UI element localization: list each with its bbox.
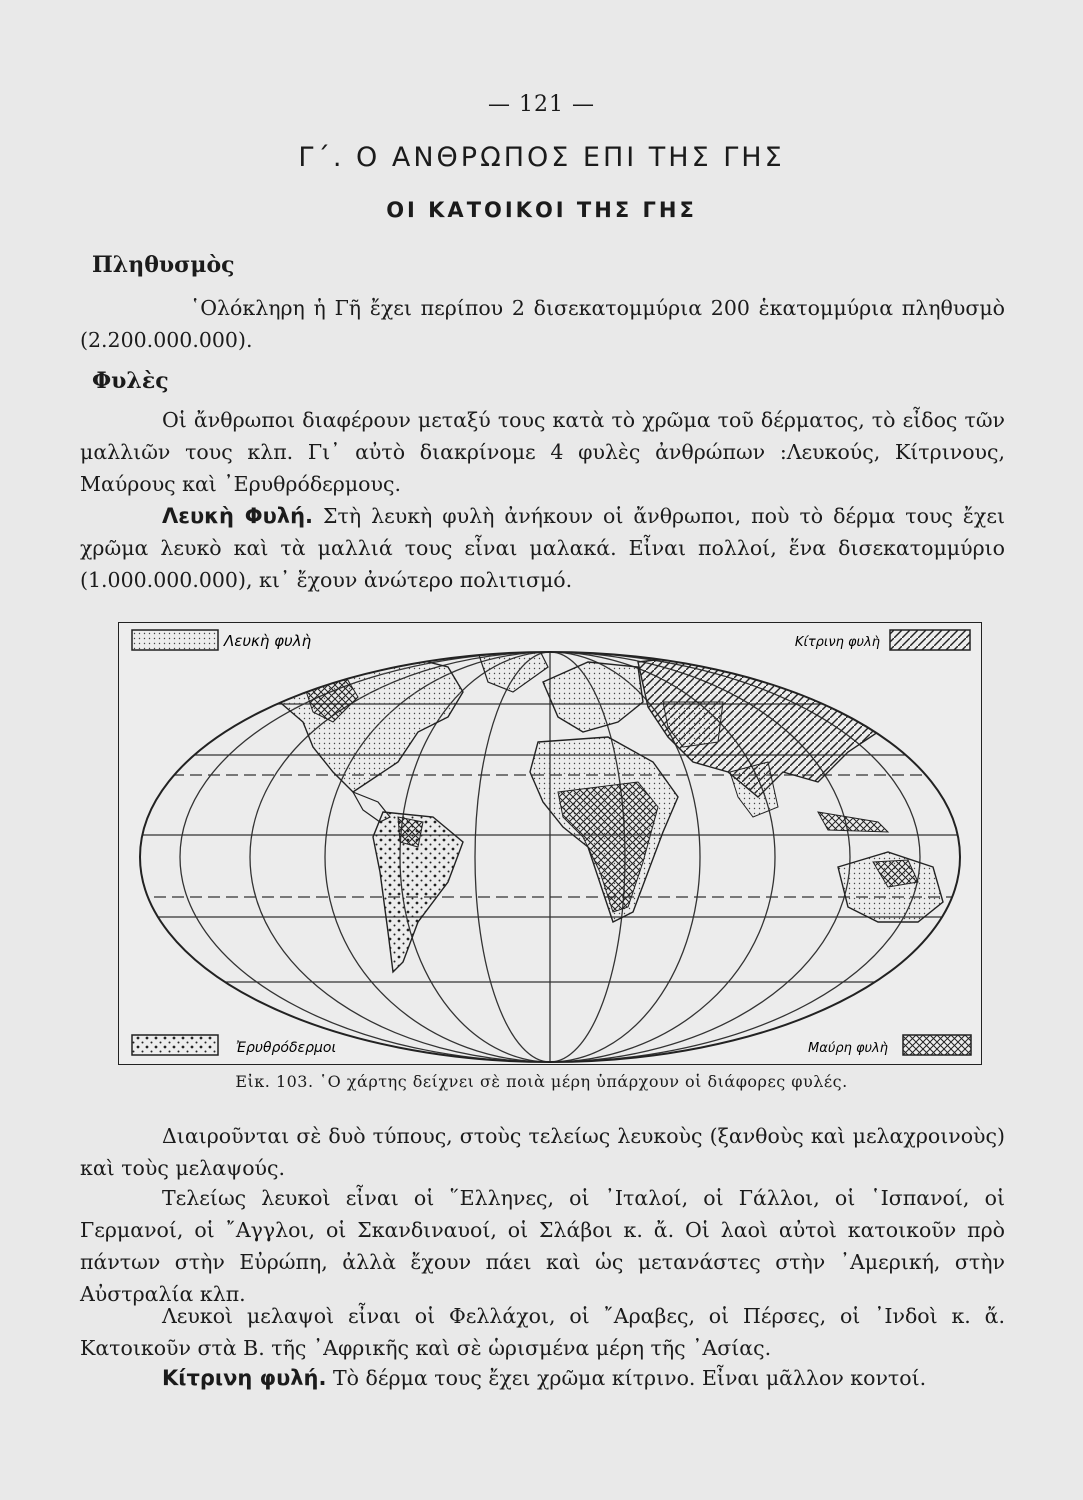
white-race-paragraph xyxy=(80,500,1005,596)
races-heading: Φυλὲς xyxy=(92,368,169,394)
white-types-text: Διαιροῦνται σὲ δυὸ τύπους, στοὺς τελείως λευκοὺς (ξανθοὺς καὶ μελαχροινοὺς) καὶ τοὺς μελαψούς. xyxy=(80,1124,1005,1180)
legend-yellow-swatch xyxy=(890,630,970,650)
section-title: ΟΙ ΚΑΤΟΙΚΟΙ ΤΗΣ ΓΗΣ xyxy=(386,198,697,222)
population-paragraph xyxy=(80,292,1005,356)
chapter-title: Γ΄. Ο ΑΝΘΡΩΠΟΣ ΕΠΙ ΤΗΣ ΓΗΣ xyxy=(298,142,785,173)
legend-white-label: Λευκὴ φυλὴ xyxy=(224,632,312,650)
legend-yellow-label: Κίτρινη φυλὴ xyxy=(794,635,880,650)
population-text: ῾Ολόκληρη ἡ Γῆ ἔχει περίπου 2 δισεκατομμύρια 200 ἑκατομμύρια πληθυσμὸ (2.200.000.000). xyxy=(80,296,1005,352)
white-types-paragraph xyxy=(80,1120,1005,1184)
white-race-text: Στὴ λευκὴ φυλὴ ἀνήκουν οἱ ἄνθρωποι, ποὺ τὸ δέρμα τους ἔχει χρῶμα λευκὸ καὶ τὰ μαλλιά τους εἶναι μαλακά. Εἶναι πολλοί, ἕνα δισεκατομμύριο (1.000.000.000), κι᾿ ἔχουν ἀνώτερο πολιτισμό. xyxy=(80,504,1005,592)
population-heading: Πληθυσμὸς xyxy=(92,252,235,278)
swarthy-white-paragraph xyxy=(80,1300,1005,1364)
yellow-race-lead: Κίτρινη φυλή. xyxy=(162,1366,327,1390)
races-intro-text: Οἱ ἄνθρωποι διαφέρουν μεταξύ τους κατὰ τὸ χρῶμα τοῦ δέρματος, τὸ εἶδος τῶν μαλλιῶν τους κλπ. Γι᾿ αὐτὸ διακρίνομε 4 φυλὲς ἀνθρώπων :Λευκούς, Κίτρινους, Μαύρους καὶ ᾿Ερυθρόδερμους. xyxy=(80,408,1005,496)
figure-caption: Εἰκ. 103. ῾Ο χάρτης δείχνει σὲ ποιὰ μέρη ὑπάρχουν οἱ διάφορες φυλές. xyxy=(235,1072,848,1091)
world-races-map xyxy=(118,622,982,1065)
yellow-race-paragraph xyxy=(80,1362,1005,1394)
yellow-race-text: Τὸ δέρμα τους ἔχει χρῶμα κίτρινο. Εἶναι μᾶλλον κοντοί. xyxy=(333,1366,927,1390)
pure-white-paragraph xyxy=(80,1182,1005,1310)
legend-white-swatch xyxy=(132,630,218,650)
white-race-lead: Λευκὴ Φυλή. xyxy=(162,504,314,528)
swarthy-white-text: Λευκοὶ μελαψοὶ εἶναι οἱ Φελλάχοι, οἱ ῎Αραβες, οἱ Πέρσες, οἱ ᾿Ινδοὶ κ. ἄ. Κατοικοῦν στὰ Β. τῆς ᾿Αφρικῆς καὶ σὲ ὡρισμένα μέρη τῆς ᾿Ασίας. xyxy=(80,1304,1005,1360)
legend-black-swatch xyxy=(903,1035,971,1055)
races-intro-paragraph xyxy=(80,404,1005,500)
pure-white-text: Τελείως λευκοὶ εἶναι οἱ ῞Ελληνες, οἱ ᾿Ιταλοί, οἱ Γάλλοι, οἱ ῾Ισπανοί, οἱ Γερμανοί, οἱ ῎Αγγλοι, οἱ Σκανδιναυοί, οἱ Σλάβοι κ. ἄ. Οἱ λαοὶ αὐτοὶ κατοικοῦν πρὸ πάντων στὴν Εὐρώπη, ἀλλὰ ἔχουν πάει καὶ ὡς μετανάστες στὴν ᾿Αμερική, στὴν Αὐστραλία κλπ. xyxy=(80,1186,1005,1306)
page-number: — 121 — xyxy=(488,92,595,117)
legend-red-label: Ἐρυθρόδερμοι xyxy=(236,1040,337,1056)
legend-black-label: Μαύρη φυλὴ xyxy=(808,1041,888,1056)
legend-red-swatch xyxy=(132,1035,218,1055)
